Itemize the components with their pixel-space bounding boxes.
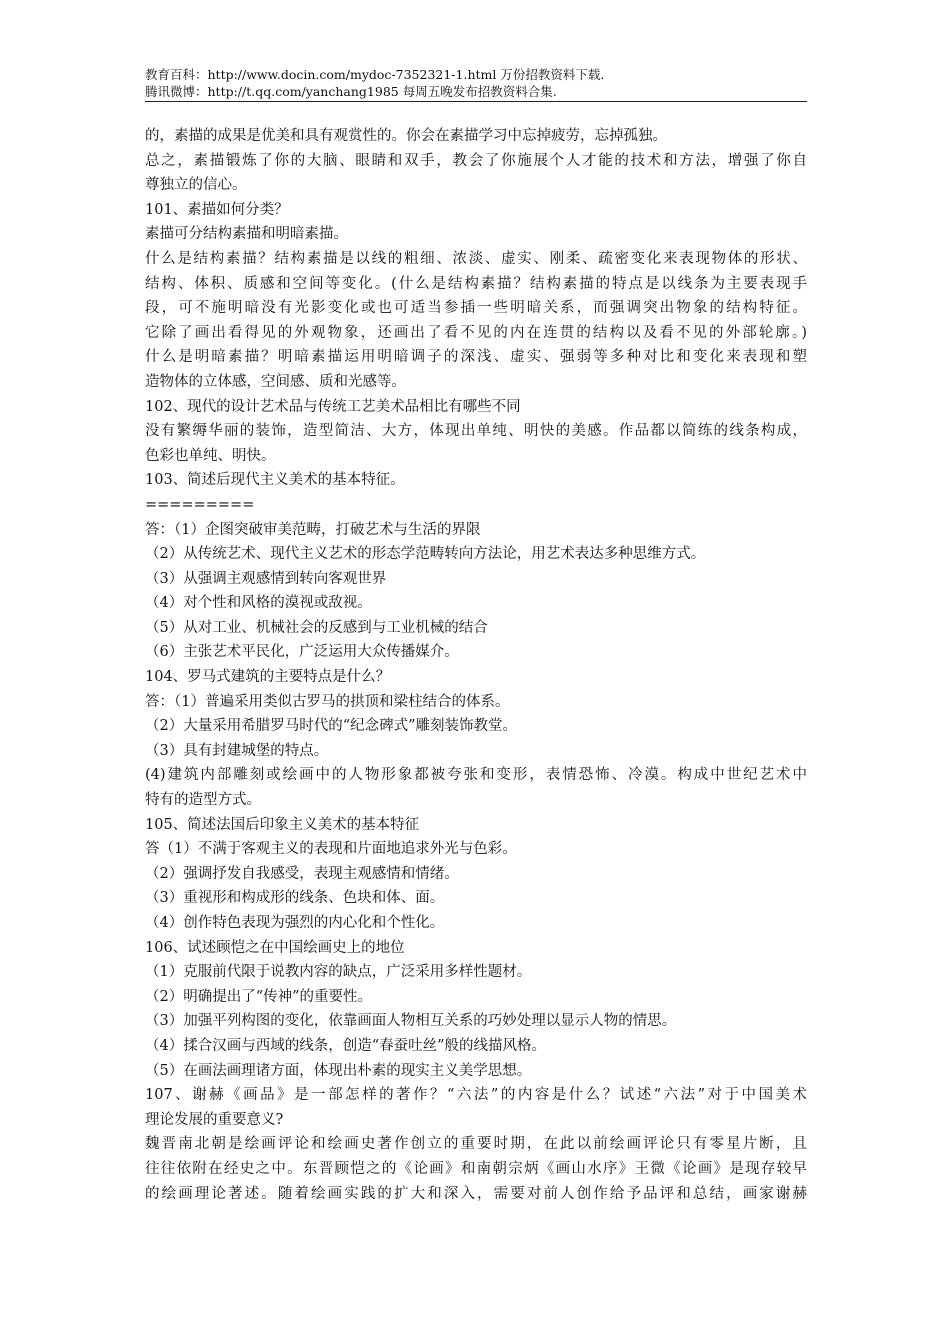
- text-line: 结构、体积、质感和空间等变化。(什么是结构素描？结构素描的特点是以线条为主要表现手: [145, 275, 807, 292]
- text-line: 段，可不施明暗没有光影变化或也可适当参插一些明暗关系，而强调突出物象的结构特征。: [145, 300, 807, 317]
- text-line: 它除了画出看得见的外观物象，还画出了看不见的内在连贯的结构以及看不见的外部轮廓。): [145, 324, 807, 341]
- text-line: 答（1）不满于客观主义的表现和片面地追求外光与色彩。: [145, 841, 517, 858]
- text-line: 素描可分结构素描和明暗素描。: [145, 226, 348, 243]
- text-line: 103、简述后现代主义美术的基本特征。: [145, 472, 405, 489]
- text-line: 理论发展的重要意义?: [145, 1111, 284, 1128]
- text-line: 101、素描如何分类？: [145, 201, 289, 218]
- text-line: （3）具有封建城堡的特点。: [145, 742, 329, 759]
- text-line: 答：（1）企图突破审美范畴，打破艺术与生活的界限: [145, 521, 481, 538]
- text-line: 尊独立的信心。: [145, 177, 247, 194]
- text-line: 特有的造型方式。: [145, 792, 261, 809]
- text-line: 往往依附在经史之中。东晋顾恺之的《论画》和南朝宗炳《画山水序》王微《论画》是现存较早: [145, 1160, 807, 1177]
- text-line: （4）创作特色表现为强烈的内心化和个性化。: [145, 915, 445, 931]
- text-line: （5）从对工业、机械社会的反感到与工业机械的结合: [145, 619, 488, 636]
- text-line: =========: [145, 496, 255, 513]
- text-line: （2）明确提出了“传神”的重要性。: [145, 988, 373, 1005]
- text-line: 107、谢赫《画品》是一部怎样的著作？“六法”的内容是什么？试述“六法”对于中国美术: [145, 1087, 807, 1104]
- text-line: 总之，素描锻炼了你的大脑、眼睛和双手，教会了你施展个人才能的技术和方法，增强了你自: [145, 152, 807, 169]
- text-line: 没有繁缛华丽的装饰，造型简洁、大方，体现出单纯、明快的美感。作品都以简练的线条构成，: [145, 423, 807, 440]
- text-line: 的，素描的成果是优美和具有观赏性的。你会在素描学习中忘掉疲劳，忘掉孤独。: [145, 128, 667, 144]
- text-line: 答：（1）普遍采用类似古罗马的拱顶和梁柱结合的体系。: [145, 693, 510, 710]
- header-line-weibo: 腾讯微博：http://t.qq.com/yanchang1985 每周五晚发布招教资料合集.: [145, 84, 557, 99]
- text-line: 102、现代的设计艺术品与传统工艺美术品相比有哪些不同: [145, 398, 521, 415]
- text-line: （2）大量采用希腊罗马时代的“纪念碑式”雕刻装饰教堂。: [145, 718, 518, 735]
- text-line: （6）主张艺术平民化，广泛运用大众传播媒介。: [145, 644, 459, 661]
- text-line: 色彩也单纯、明快。: [145, 447, 276, 464]
- header-line-docin: 教育百科：http://www.docin.com/mydoc-7352321-1.html 万份招教资料下载.: [145, 67, 605, 82]
- text-line: （3）重视形和构成形的线条、色块和体、面。: [145, 890, 445, 907]
- text-line: 105、简述法国后印象主义美术的基本特征: [145, 816, 420, 833]
- text-line: 104、罗马式建筑的主要特点是什么？: [145, 669, 391, 686]
- text-line: （3）加强平列构图的变化，依靠画面人物相互关系的巧妙处理以显示人物的情思。: [145, 1013, 677, 1030]
- text-line: 106、试述顾恺之在中国绘画史上的地位: [145, 939, 405, 956]
- text-line: 魏晋南北朝是绘画评论和绘画史著作创立的重要时期，在此以前绘画评论只有零星片断，且: [145, 1136, 807, 1153]
- text-line: （4）揉合汉画与西域的线条，创造“春蚕吐丝”般的线描风格。: [145, 1037, 547, 1054]
- text-line: （5）在画法画理诸方面，体现出朴素的现实主义美学思想。: [145, 1062, 532, 1079]
- text-line: （2）强调抒发自我感受，表现主观感情和情绪。: [145, 865, 459, 882]
- text-line: 什么是结构素描？结构素描是以线的粗细、浓淡、虚实、刚柔、疏密变化来表现物体的形状、: [145, 250, 807, 267]
- document-body: [145, 124, 807, 1206]
- text-line: 造物体的立体感，空间感、质和光感等。: [145, 373, 406, 390]
- text-line: （3）从强调主观感情到转向客观世界: [145, 570, 387, 587]
- text-line: （1）克服前代限于说教内容的缺点，广泛采用多样性题材。: [145, 964, 532, 981]
- text-line: （2）从传统艺术、现代主义艺术的形态学范畴转向方法论，用艺术表达多种思维方式。: [145, 546, 706, 563]
- text-line: （4）对个性和风格的漠视或敌视。: [145, 595, 372, 612]
- text-line: 的绘画理论著述。随着绘画实践的扩大和深入，需要对前人创作给予品评和总结，画家谢赫: [145, 1185, 807, 1202]
- text-line: (4)建筑内部雕刻或绘画中的人物形象都被夸张和变形，表情恐怖、冷漠。构成中世纪艺术中: [145, 767, 807, 784]
- page-header: [145, 66, 807, 102]
- text-line: 什么是明暗素描？明暗素描运用明暗调子的深浅、虚实、强弱等多种对比和变化来表现和塑: [145, 349, 807, 366]
